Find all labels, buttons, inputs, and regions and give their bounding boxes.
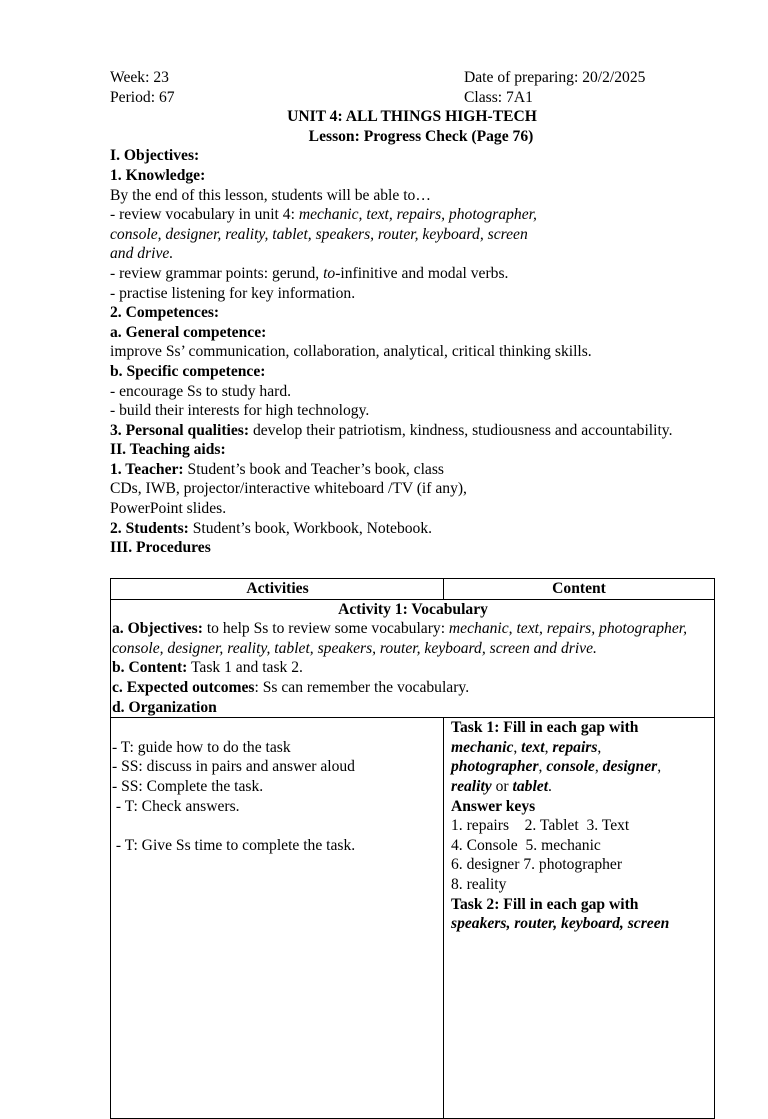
org-steps <box>111 718 444 1119</box>
answer-line: 1. repairs 2. Tablet 3. Text <box>451 817 630 835</box>
col-content: Content <box>444 579 715 600</box>
grammar-line: - review grammar points: gerund, to-infinitive and modal verbs. <box>110 264 509 282</box>
activity-1-outcomes: c. Expected outcomes: Ss can remember the vocabulary. <box>112 678 470 696</box>
teaching-aids-heading: II. Teaching aids: <box>110 441 226 459</box>
teacher-aids-1: 1. Teacher: Student’s book and Teacher’s book, class <box>110 460 444 478</box>
general-competence-text: improve Ss’ communication, collaboration, analytical, critical thinking skills. <box>110 343 592 361</box>
competences-heading: 2. Competences: <box>110 304 220 322</box>
specific-competence-1: - encourage Ss to study hard. <box>110 382 292 400</box>
answer-line: 8. reality <box>451 875 507 893</box>
answer-line: 4. Console 5. mechanic <box>451 836 601 854</box>
vocab-line-2: console, designer, reality, tablet, speakers, router, keyboard, screen <box>110 225 528 243</box>
step-item: - T: guide how to do the task <box>112 738 291 756</box>
general-competence-heading: a. General competence: <box>110 323 267 341</box>
specific-competence-heading: b. Specific competence: <box>110 362 266 380</box>
header-row-2 <box>110 88 714 108</box>
lesson-title: Lesson: Progress Check (Page 76) <box>308 127 534 145</box>
procedures-heading: III. Procedures <box>110 539 211 557</box>
step-item: - SS: discuss in pairs and answer aloud <box>112 758 355 776</box>
col-activities: Activities <box>111 579 444 600</box>
task-2-words: speakers, router, keyboard, screen <box>451 915 670 933</box>
knowledge-heading: 1. Knowledge: <box>110 166 206 184</box>
teacher-aids-2: CDs, IWB, projector/interactive whiteboard /TV (if any), <box>110 480 467 498</box>
vocab-line: - review vocabulary in unit 4: mechanic, text, repairs, photographer, <box>110 206 537 224</box>
teacher-aids-3: PowerPoint slides. <box>110 500 227 518</box>
procedures-table-wrap <box>110 578 715 1119</box>
step-item: - T: Give Ss time to complete the task. <box>112 836 356 854</box>
activity-1-info <box>111 599 715 718</box>
task-1-title: Task 1: Fill in each gap with <box>451 719 639 737</box>
activity-1-objectives: a. Objectives: to help Ss to review some vocabulary: mechanic, text, repairs, photographer, console, designer, reality, tablet, speakers, router, keyboard, screen and drive. <box>112 620 687 657</box>
org-content <box>444 718 715 1119</box>
class-label: Class: 7A1 <box>464 88 533 106</box>
personal-qualities: 3. Personal qualities: develop their patriotism, kindness, studiousness and accountability. <box>110 421 673 439</box>
activity-1-title: Activity 1: Vocabulary <box>338 600 488 618</box>
vocab-line-3: and drive. <box>110 245 174 263</box>
task-1-words: mechanic, text, repairs, photographer, console, designer, reality or tablet. <box>451 738 662 795</box>
activity-1-organization: d. Organization <box>112 698 217 716</box>
lesson-plan-page <box>110 68 714 558</box>
unit-title: UNIT 4: ALL THINGS HIGH-TECH <box>287 108 537 126</box>
step-item: - T: Check answers. <box>112 797 240 815</box>
objectives-heading: I. Objectives: <box>110 147 200 165</box>
activity-1-content: b. Content: Task 1 and task 2. <box>112 659 303 677</box>
step-item <box>112 816 443 836</box>
activity-1-info-row <box>111 599 715 718</box>
table-header-row <box>111 579 715 600</box>
students-aids: 2. Students: Student’s book, Workbook, Notebook. <box>110 519 433 537</box>
date-label: Date of preparing: 20/2/2025 <box>464 69 646 86</box>
task-2-title: Task 2: Fill in each gap with <box>451 895 639 913</box>
period-label: Period: 67 <box>110 88 175 106</box>
step-item: - SS: Complete the task. <box>112 777 264 795</box>
answer-keys-heading: Answer keys <box>451 797 536 815</box>
procedures-table <box>110 578 715 1119</box>
header-row-1 <box>110 68 714 88</box>
listening-line: - practise listening for key information. <box>110 284 356 302</box>
activity-1-org-row <box>111 718 715 1119</box>
knowledge-intro: By the end of this lesson, students will be able to… <box>110 186 431 204</box>
specific-competence-2: - build their interests for high technology. <box>110 402 370 420</box>
answer-line: 6. designer 7. photographer <box>451 856 623 874</box>
week-label: Week: 23 <box>110 69 169 86</box>
